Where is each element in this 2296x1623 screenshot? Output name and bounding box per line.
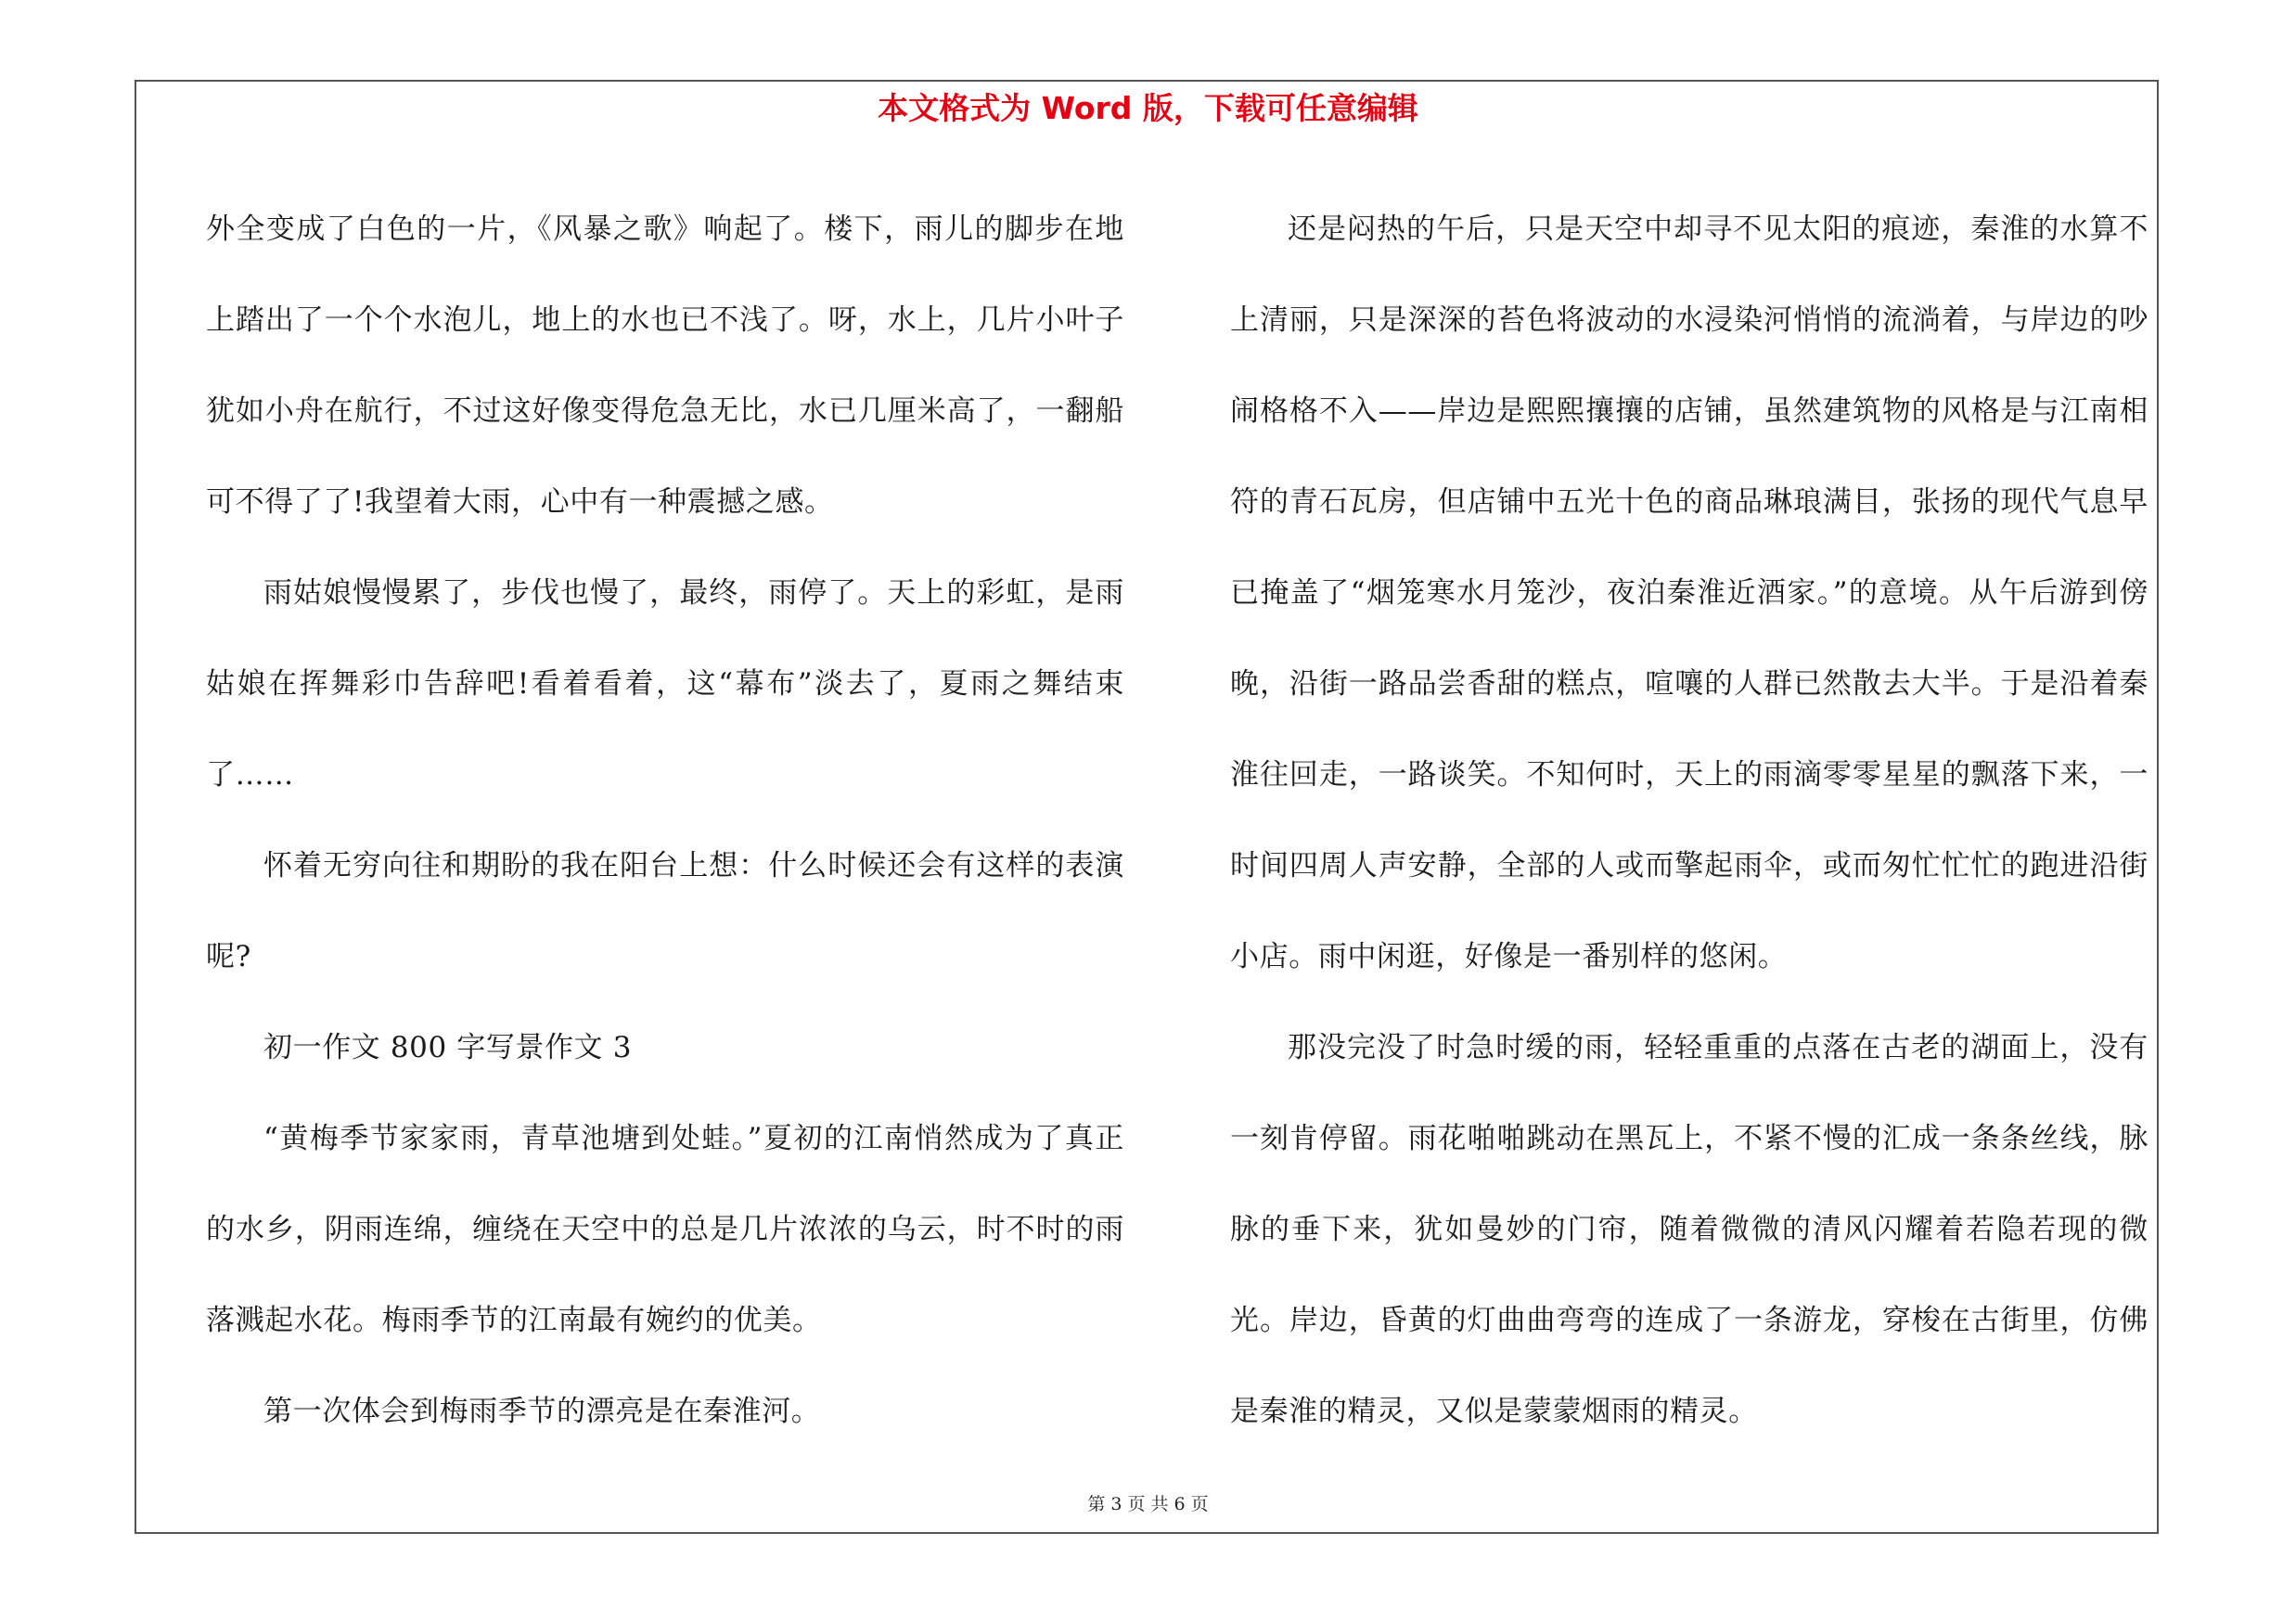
left-text-column bbox=[206, 184, 1124, 1457]
body-paragraph: “黄梅季节家家雨，青草池塘到处蛙。”夏初的江南悄然成为了真正的水乡，阴雨连绵，缠绕在天空中的总是几片浓浓的乌云，时不时的雨落溅起水花。梅雨季节的江南最有婉约的优美。 bbox=[206, 1122, 1124, 1337]
body-paragraph: 外全变成了白色的一片，《风暴之歌》响起了。楼下，雨儿的脚步在地上踏出了一个个水泡儿，地上的水也已不浅了。呀，水上，几片小叶子犹如小舟在航行，不过这好像变得危急无比，水已几厘米高了，一翻船可不得了了!我望着大雨，心中有一种震撼之感。 bbox=[206, 213, 1124, 519]
right-text-column bbox=[1230, 184, 2148, 1457]
body-paragraph: 还是闷热的午后，只是天空中却寻不见太阳的痕迹，秦淮的水算不上清丽，只是深深的苔色将波动的水浸染河悄悄的流淌着，与岸边的吵闹格格不入——岸边是熙熙攘攘的店铺，虽然建筑物的风格是与江南相符的青石瓦房，但店铺中五光十色的商品琳琅满目，张扬的现代气息早已掩盖了“烟笼寒水月笼沙，夜泊秦淮近酒家。”的意境。从午后游到傍晚，沿街一路品尝香甜的糕点，喧嚷的人群已然散去大半。于是沿着秦淮往回走，一路谈笑。不知何时，天上的雨滴零零星星的飘落下来，一时间四周人声安静，全部的人或而擎起雨伞，或而匆忙忙忙的跑进沿街小店。雨中闲逛，好像是一番别样的悠闲。 bbox=[1230, 213, 2148, 973]
body-paragraph: 怀着无穷向往和期盼的我在阳台上想：什么时候还会有这样的表演呢? bbox=[206, 849, 1124, 973]
body-paragraph: 第一次体会到梅雨季节的漂亮是在秦淮河。 bbox=[263, 1395, 821, 1428]
body-paragraph: 雨姑娘慢慢累了，步伐也慢了，最终，雨停了。天上的彩虹，是雨姑娘在挥舞彩巾告辞吧!看着看着，这“幕布”淡去了，夏雨之舞结束了…… bbox=[206, 576, 1124, 792]
download-banner: 本文格式为 Word 版，下载可任意编辑 bbox=[878, 90, 1418, 126]
body-paragraph: 那没完没了时急时缓的雨，轻轻重重的点落在古老的湖面上，没有一刻肯停留。雨花啪啪跳动在黑瓦上，不紧不慢的汇成一条条丝线，脉脉的垂下来，犹如曼妙的门帘，随着微微的清风闪耀着若隐若现的微光。岸边，昏黄的灯曲曲弯弯的连成了一条游龙，穿梭在古街里，仿佛是秦淮的精灵，又似是蒙蒙烟雨的精灵。 bbox=[1230, 1031, 2148, 1428]
page-number: 第 3 页 共 6 页 bbox=[1087, 1494, 1209, 1514]
section-heading: 初一作文 800 字写景作文 3 bbox=[263, 1031, 633, 1064]
